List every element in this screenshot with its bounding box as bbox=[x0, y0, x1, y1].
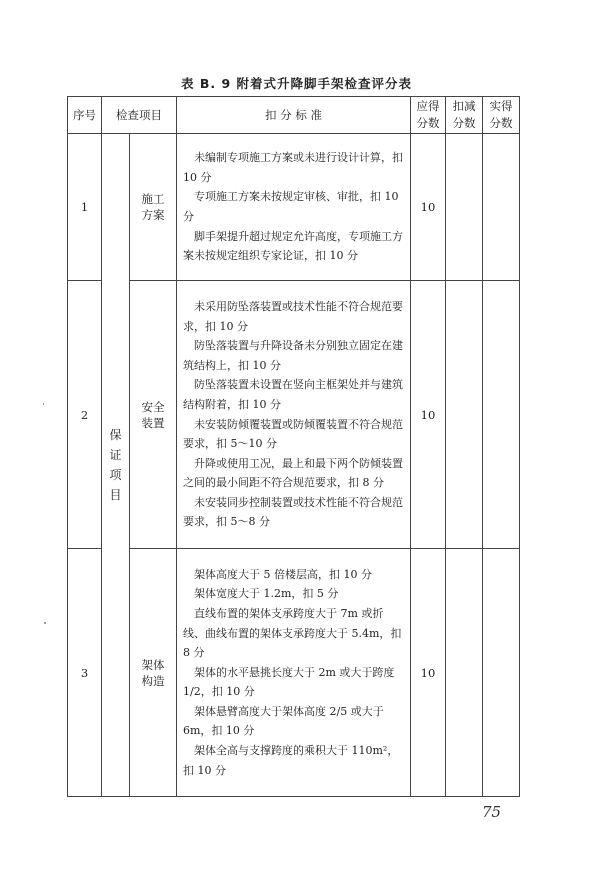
row-seq: 2 bbox=[68, 281, 102, 549]
row-item-name: 施工 方案 bbox=[130, 134, 177, 281]
row-standards: 未采用防坠落装置或技术性能不符合规范要求，扣 10 分 防坠落装置与升降设备未分别独立固定在建筑结构上，扣 10 分 防坠落装置未设置在竖向主框架处并与建筑结构附着，扣 10 分 未安装防倾覆装置或防倾覆装置不符合规范要求，扣 5～10 分 升降或使用工况，最上和最下两个防倾装置之间的最小间距不符合规范要求，扣 8 分 未安装同步控制装置或技术性能不符合规范要求，扣 5～8 分 bbox=[177, 281, 411, 549]
row-seq: 3 bbox=[68, 549, 102, 797]
table-row bbox=[68, 549, 520, 797]
scan-speck bbox=[43, 403, 44, 405]
header-seq: 序号 bbox=[68, 97, 102, 134]
row-deduct-score bbox=[446, 549, 483, 797]
scoring-table bbox=[67, 96, 520, 797]
row-actual-score bbox=[483, 134, 520, 281]
row-actual-score bbox=[483, 281, 520, 549]
scan-speck bbox=[44, 622, 46, 624]
table-title: 表 B. 9 附着式升降脚手架检查评分表 bbox=[180, 76, 413, 91]
category-label: 保 证 项 目 bbox=[109, 428, 122, 502]
row-due-score: 10 bbox=[411, 281, 446, 549]
header-standard: 扣 分 标 准 bbox=[177, 97, 411, 134]
category-cell bbox=[102, 134, 130, 797]
header-actual: 实得 分数 bbox=[483, 97, 520, 134]
row-standards: 架体高度大于 5 倍楼层高，扣 10 分 架体宽度大于 1.2m，扣 5 分 直线布置的架体支承跨度大于 7m 或折线、曲线布置的架体支承跨度大于 5.4m，扣 8 分 架体的水平悬挑长度大于 2m 或大于跨度 1/2，扣 10 分 架体悬臂高度大于架体高度 2/5 或大于 6m，扣 10 分 架体全高与支撑跨度的乘积大于 110m²，扣 10 分 bbox=[177, 549, 411, 797]
header-item: 检查项目 bbox=[102, 97, 177, 134]
table-row bbox=[68, 281, 520, 549]
row-item-name: 安全 装置 bbox=[130, 281, 177, 549]
header-due: 应得 分数 bbox=[411, 97, 446, 134]
row-due-score: 10 bbox=[411, 549, 446, 797]
row-item-name: 架体 构造 bbox=[130, 549, 177, 797]
row-standards: 未编制专项施工方案或未进行设计计算，扣 10 分 专项施工方案未按规定审核、审批，扣 10 分 脚手架提升超过规定允许高度，专项施工方案未按规定组织专家论证，扣 10 分 bbox=[177, 134, 411, 281]
table-row bbox=[68, 134, 520, 281]
page-number: 75 bbox=[482, 803, 502, 821]
row-due-score: 10 bbox=[411, 134, 446, 281]
row-deduct-score bbox=[446, 281, 483, 549]
header-deduct: 扣减 分数 bbox=[446, 97, 483, 134]
row-deduct-score bbox=[446, 134, 483, 281]
row-seq: 1 bbox=[68, 134, 102, 281]
row-actual-score bbox=[483, 549, 520, 797]
header-row bbox=[68, 97, 520, 134]
